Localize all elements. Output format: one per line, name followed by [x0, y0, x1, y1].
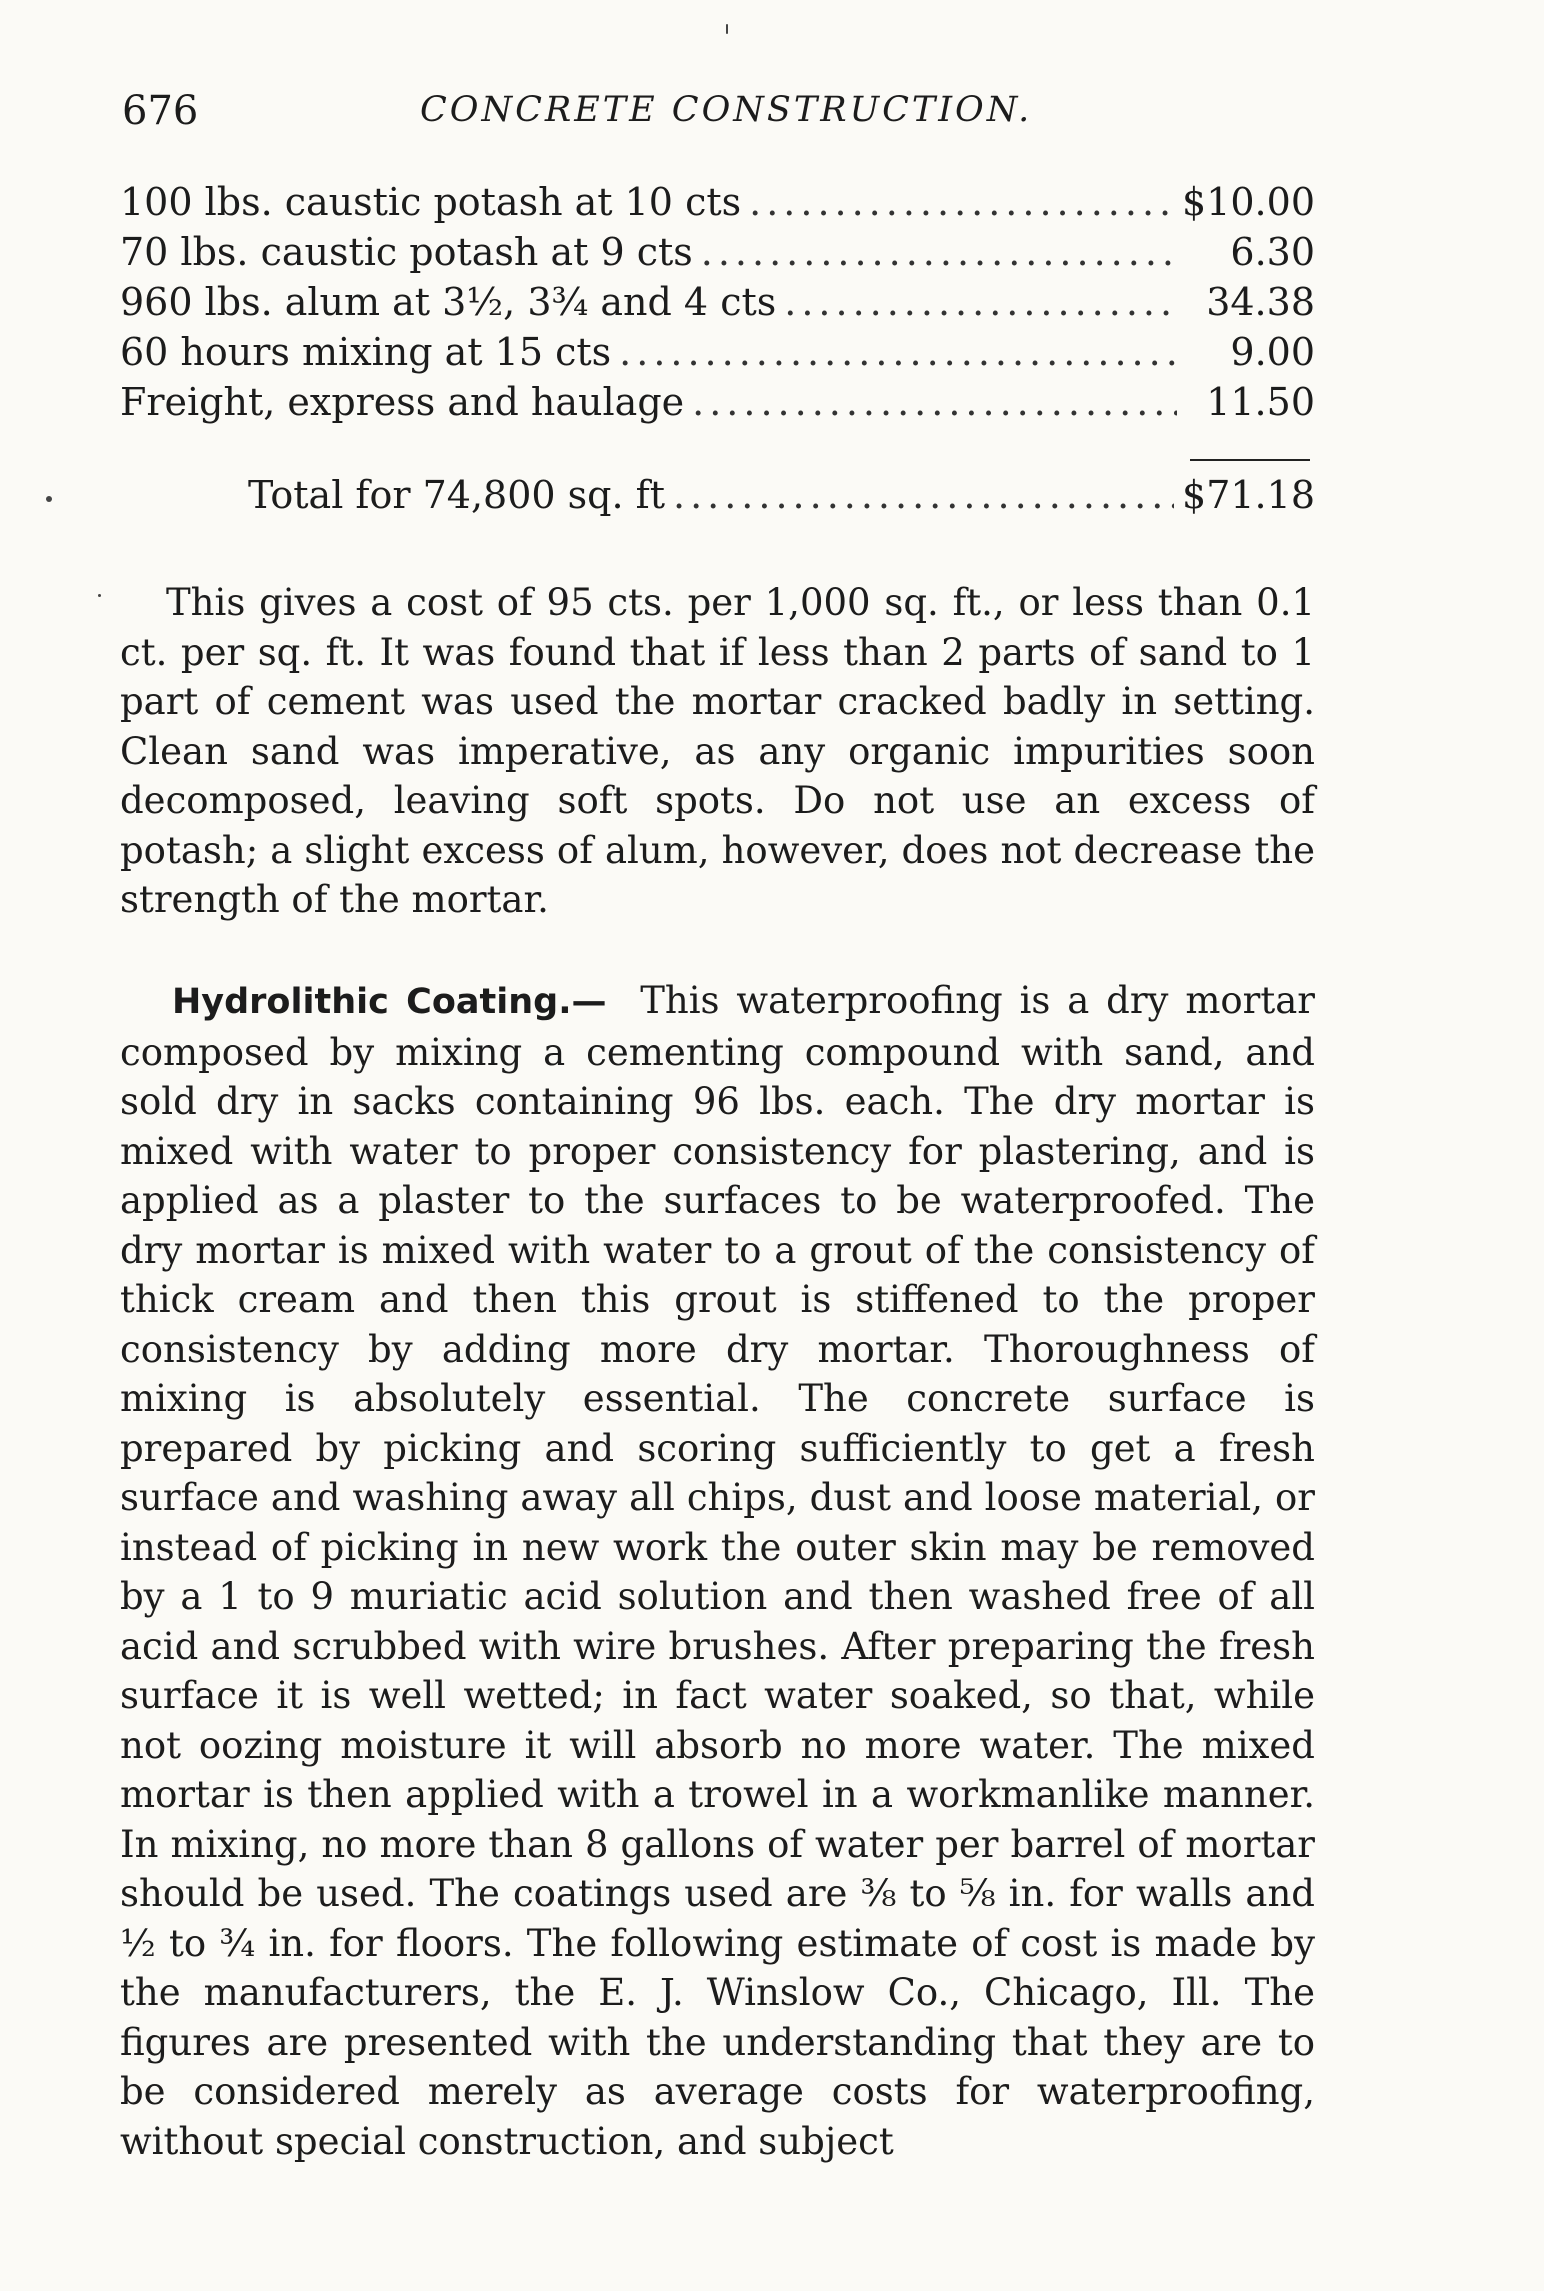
total-row	[248, 473, 1315, 523]
body-paragraph: This gives a cost of 95 cts. per 1,000 sq. ft., or less than 0.1 ct. per sq. ft. It was found that if less than 2 parts of sand to 1 part of cement was used the mortar cracked badly in setting. Clean sand was imperative, as any organic impurities soon decomposed, leaving soft spots. Do not use an excess of potash; a slight excess of alum, however, does not decrease the strength of the mortar.	[120, 581, 1315, 921]
page-speck	[98, 594, 101, 597]
cost-table	[120, 180, 1315, 430]
cost-item-label: Freight, express and haulage	[120, 380, 685, 424]
cost-row	[120, 180, 1315, 230]
running-title: CONCRETE CONSTRUCTION.	[420, 90, 1033, 130]
dot-leader	[749, 180, 1174, 224]
section-paragraph	[120, 976, 1315, 2166]
total-label: Total for 74,800 sq. ft	[248, 473, 665, 517]
dot-leader	[692, 380, 1177, 424]
dot-leader	[619, 330, 1177, 374]
dot-leader	[784, 280, 1177, 324]
section-body-text: This waterproofing is a dry mortar composed by mixing a cementing compound with sand, and sold dry in sacks containing 96 lbs. each. The dry mortar is mixed with water to proper consistency for plastering, and is applied as a plaster to the surfaces to be waterproofed. The dry mortar is mixed with water to a grout of the consistency of thick cream and then this grout is stiffened to the proper consistency by adding more dry mortar. Thoroughness of mixing is absolutely essential. The concrete surface is prepared by picking and scoring sufficiently to get a fresh surface and washing away all chips, dust and loose material, or instead of picking in new work the outer skin may be removed by a 1 to 9 muriatic acid solution and then washed free of all acid and scrubbed with wire brushes. After preparing the fresh surface it is well wetted; in fact water soaked, so that, while not oozing moisture it will absorb no more water. The mixed mortar is then applied with a trowel in a workmanlike manner. In mixing, no more than 8 gallons of water per barrel of mortar should be used. The coatings used are ⅜ to ⅝ in. for walls and ½ to ¾ in. for floors. The following estimate of cost is made by the manufacturers, the E. J. Winslow Co., Chicago, Ill. The figures are presented with the understanding that they are to be considered merely as average costs for waterproofing, without special construction, and subject	[120, 979, 1315, 2163]
cost-item-label: 100 lbs. caustic potash at 10 cts	[120, 180, 742, 224]
dot-leader	[701, 230, 1177, 274]
cost-item-label: 960 lbs. alum at 3½, 3¾ and 4 cts	[120, 280, 777, 324]
cost-item-label: 60 hours mixing at 15 cts	[120, 330, 612, 374]
cost-row	[120, 230, 1315, 280]
cost-item-label: 70 lbs. caustic potash at 9 cts	[120, 230, 693, 274]
page-speck	[46, 496, 52, 502]
cost-row	[120, 330, 1315, 380]
cost-row	[120, 380, 1315, 430]
page-number: 676	[122, 88, 199, 134]
running-head	[0, 88, 1544, 148]
cost-item-amount: 9.00	[1230, 330, 1315, 374]
cost-item-amount: 6.30	[1230, 230, 1315, 274]
sum-rule	[1190, 459, 1310, 461]
section-heading: Hydrolithic Coating.—	[172, 982, 607, 1022]
cost-row	[120, 280, 1315, 330]
page-speck	[726, 24, 728, 34]
cost-item-amount: 34.38	[1206, 280, 1315, 324]
cost-item-amount: $10.00	[1182, 180, 1315, 224]
cost-item-amount: 11.50	[1206, 380, 1315, 424]
dot-leader	[673, 473, 1174, 517]
total-amount: $71.18	[1182, 473, 1315, 517]
